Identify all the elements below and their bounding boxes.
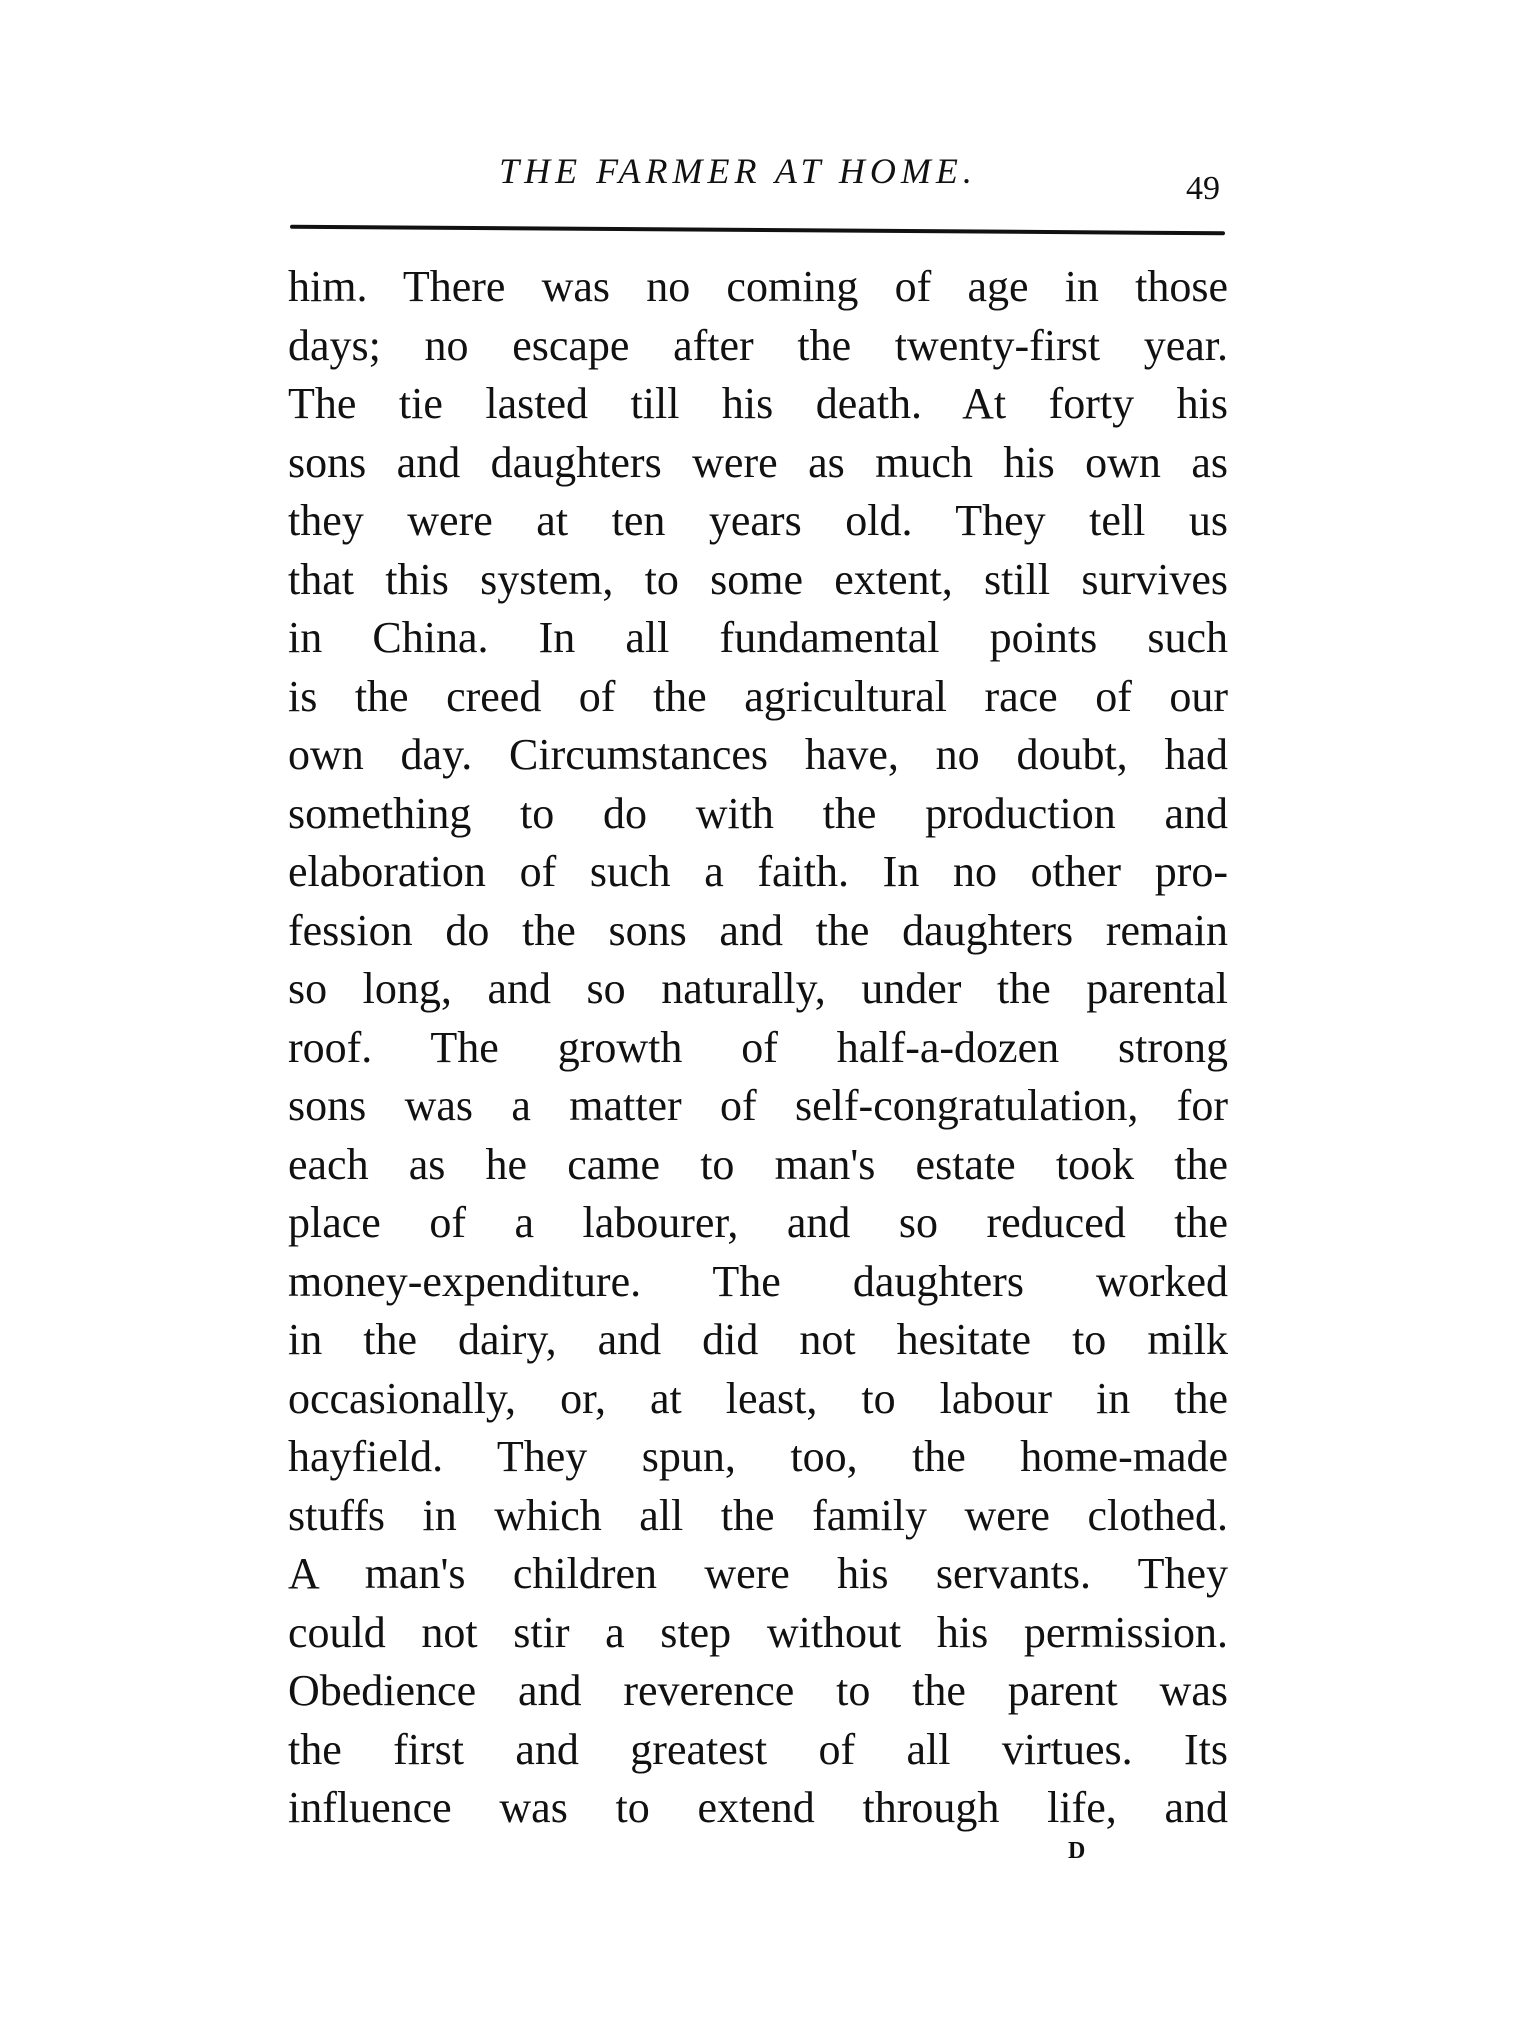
text-line: sons was a matter of self-congratulation, for bbox=[288, 1081, 1228, 1130]
text-line: place of a labourer, and so reduced the bbox=[288, 1198, 1228, 1247]
text-line: each as he came to man's estate took the bbox=[288, 1139, 1228, 1189]
signature-mark: D bbox=[1068, 1838, 1086, 1864]
text-line: Obedience and reverence to the parent was bbox=[288, 1666, 1228, 1715]
text-line: him. There was no coming of age in those bbox=[288, 262, 1228, 311]
text-line: A man's children were his servants. They bbox=[288, 1549, 1228, 1598]
text-line: occasionally, or, at least, to labour in the bbox=[288, 1373, 1228, 1423]
header-rule bbox=[290, 225, 1225, 236]
text-line: could not stir a step without his permission. bbox=[288, 1607, 1228, 1657]
text-line: own day. Circumstances have, no doubt, had bbox=[288, 730, 1228, 779]
text-line: is the creed of the agricultural race of our bbox=[288, 671, 1228, 721]
text-line: sons and daughters were as much his own as bbox=[288, 437, 1228, 487]
text-line: something to do with the production and bbox=[288, 788, 1228, 838]
text-line: roof. The growth of half-a-dozen strong bbox=[288, 1022, 1228, 1072]
text-line: the first and greatest of all virtues. Its bbox=[288, 1724, 1228, 1774]
text-line: in the dairy, and did not hesitate to milk bbox=[288, 1315, 1228, 1364]
text-line: days; no escape after the twenty-first year. bbox=[288, 320, 1228, 370]
text-line: in China. In all fundamental points such bbox=[288, 613, 1228, 662]
text-line: that this system, to some extent, still survives bbox=[288, 554, 1228, 604]
text-line: they were at ten years old. They tell us bbox=[288, 496, 1228, 545]
text-line: stuffs in which all the family were clothed. bbox=[288, 1490, 1228, 1540]
page-number: 49 bbox=[1186, 170, 1220, 207]
text-line: elaboration of such a faith. In no other pro- bbox=[288, 847, 1228, 896]
body-text bbox=[288, 258, 1228, 1838]
text-line: fession do the sons and the daughters remain bbox=[288, 905, 1228, 955]
text-line: so long, and so naturally, under the parental bbox=[288, 964, 1228, 1013]
text-line: influence was to extend through life, and bbox=[288, 1783, 1228, 1832]
text-line: The tie lasted till his death. At forty his bbox=[288, 379, 1228, 428]
text-line: hayfield. They spun, too, the home-made bbox=[288, 1432, 1228, 1481]
text-line: money-expenditure. The daughters worked bbox=[288, 1256, 1228, 1306]
running-head: THE FARMER AT HOME. bbox=[499, 151, 977, 191]
